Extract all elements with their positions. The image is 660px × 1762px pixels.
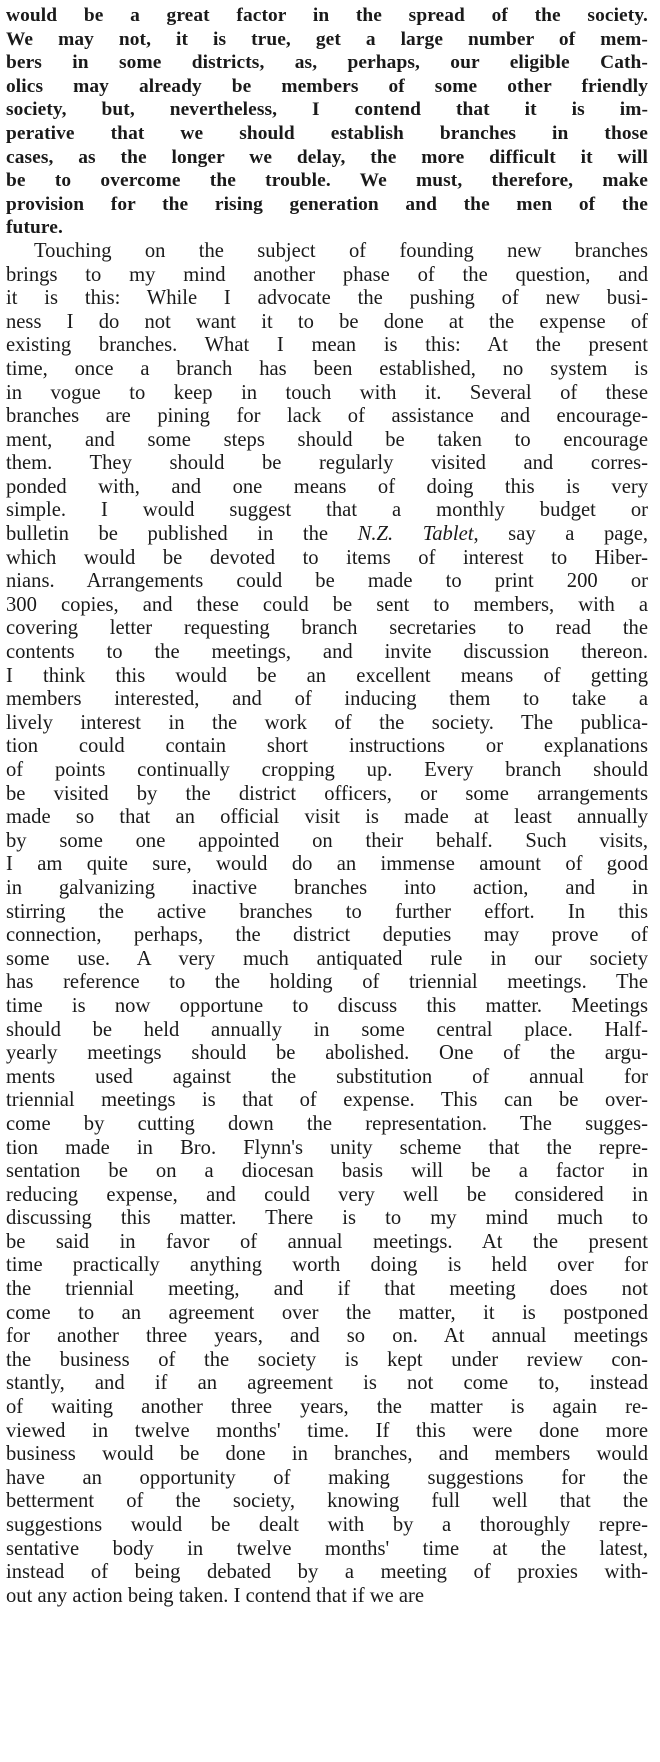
text-line: of points continually cropping up. Every branch should <box>6 759 648 781</box>
text-line: them. They should be regularly visited and corres- <box>6 452 648 475</box>
text-line: bulletin be published in the N.Z. Tablet, say a page, <box>6 523 648 546</box>
text-line: be visited by the district officers, or some arrangements <box>6 782 648 805</box>
text-line: time practically anything worth doing is held over for <box>6 1254 648 1277</box>
text-line: I think this would be an excellent means of getting <box>6 664 648 687</box>
text-line: out any action being taken. I contend that if we are <box>6 1584 425 1607</box>
text-line: future. <box>6 217 63 239</box>
text-line: time, once a branch has been established, no system is <box>6 357 648 380</box>
text-line: members interested, and of inducing them to take a <box>6 688 648 711</box>
text-line: ponded with, and one means of doing this is very <box>6 475 648 498</box>
text-line: cases, as the longer we delay, the more difficult it will <box>6 146 648 168</box>
text-line: I am quite sure, would do an immense amount of good <box>6 853 648 876</box>
text-line: betterment of the society, knowing full well that the <box>6 1490 648 1513</box>
text-line: which would be devoted to items of interest to Hiber- <box>6 546 648 569</box>
text-line: covering letter requesting branch secretaries to read the <box>6 617 648 640</box>
text-line: simple. I would suggest that a monthly budget or <box>6 499 648 522</box>
publication-title: N.Z. Tablet <box>357 523 474 546</box>
text-line: bers in some districts, as, perhaps, our eligible Cath- <box>6 52 648 74</box>
text-line: viewed in twelve months' time. If this were done more <box>6 1419 648 1442</box>
text-line: provision for the rising generation and the men of the <box>6 193 648 215</box>
text-line: some use. A very much antiquated rule in our society <box>6 947 648 970</box>
text-line: Touching on the subject of founding new branches <box>34 239 648 262</box>
text-line: by some one appointed on their behalf. Such visits, <box>6 829 648 852</box>
text-line: tion made in Bro. Flynn's unity scheme that the repre- <box>6 1136 648 1159</box>
text-line: discussing this matter. There is to my mind much to <box>6 1207 648 1230</box>
text-line: the triennial meeting, and if that meeting does not <box>6 1278 648 1301</box>
text-line: for another three years, and so on. At annual meetings <box>6 1325 648 1348</box>
text-line: the business of the society is kept under review con- <box>6 1348 648 1371</box>
text-line: ment, and some steps should be taken to encourage <box>6 428 648 451</box>
text-line: in vogue to keep in touch with it. Several of these <box>6 381 648 404</box>
text-line: time is now opportune to discuss this matter. Meetings <box>6 994 648 1017</box>
text-line: be to overcome the trouble. We must, therefore, make <box>6 170 648 192</box>
text-line: has reference to the holding of triennial meetings. The <box>6 971 648 994</box>
article-paragraph-2 <box>6 240 648 1608</box>
text-line: ments used against the substitution of annual for <box>6 1065 648 1088</box>
text-line: sentation be on a diocesan basis will be a factor in <box>6 1160 648 1183</box>
article-page <box>6 4 648 1608</box>
text-line: business would be done in branches, and members would <box>6 1443 648 1466</box>
text-line: connection, perhaps, the district deputies may prove of <box>6 924 648 947</box>
text-line: 300 copies, and these could be sent to members, with a <box>6 593 648 616</box>
text-line: perative that we should establish branches in those <box>6 122 648 144</box>
text-line: ness I do not want it to be done at the expense of <box>6 310 648 333</box>
text-line: reducing expense, and could very well be considered in <box>6 1183 648 1206</box>
text-line: stirring the active branches to further effort. In this <box>6 900 648 923</box>
text-line: in galvanizing inactive branches into action, and in <box>6 876 648 899</box>
text-line: triennial meetings is that of expense. This can be over- <box>6 1089 648 1112</box>
text-line: of waiting another three years, the matter is again re- <box>6 1396 648 1419</box>
text-line: olics may already be members of some other friendly <box>6 75 648 97</box>
text-line: should be held annually in some central place. Half- <box>6 1018 648 1041</box>
text-line: suggestions would be dealt with by a thoroughly repre- <box>6 1514 648 1536</box>
text-line: instead of being debated by a meeting of proxies with- <box>6 1561 648 1584</box>
text-line: yearly meetings should be abolished. One of the argu- <box>6 1042 648 1065</box>
text-line: lively interest in the work of the society. The publica- <box>6 711 648 734</box>
text-line: nians. Arrangements could be made to print 200 or <box>6 570 648 593</box>
text-line: have an opportunity of making suggestions for the <box>6 1466 648 1489</box>
text-line: come by cutting down the representation. The sugges- <box>6 1112 648 1135</box>
text-line: would be a great factor in the spread of the society. <box>6 5 648 26</box>
text-line: stantly, and if an agreement is not come to, instead <box>6 1372 648 1395</box>
text-line: We may not, it is true, get a large number of mem- <box>6 28 648 50</box>
text-line: tion could contain short instructions or explanations <box>6 735 648 758</box>
text-line: made so that an official visit is made at least annually <box>6 806 648 829</box>
text-line: come to an agreement over the matter, it is postponed <box>6 1301 648 1324</box>
text-line: it is this: While I advocate the pushing of new busi- <box>6 287 648 310</box>
text-line: be said in favor of annual meetings. At the present <box>6 1230 648 1253</box>
text-line: contents to the meetings, and invite discussion thereon. <box>6 641 648 664</box>
text-line: society, but, nevertheless, I contend that it is im- <box>6 99 648 121</box>
text-line: sentative body in twelve months' time at the latest, <box>6 1537 648 1560</box>
text-line: brings to my mind another phase of the question, and <box>6 263 648 286</box>
text-line: existing branches. What I mean is this: At the present <box>6 334 648 357</box>
text-line: branches are pining for lack of assistance and encourage- <box>6 405 648 428</box>
article-paragraph-1 <box>6 4 648 240</box>
